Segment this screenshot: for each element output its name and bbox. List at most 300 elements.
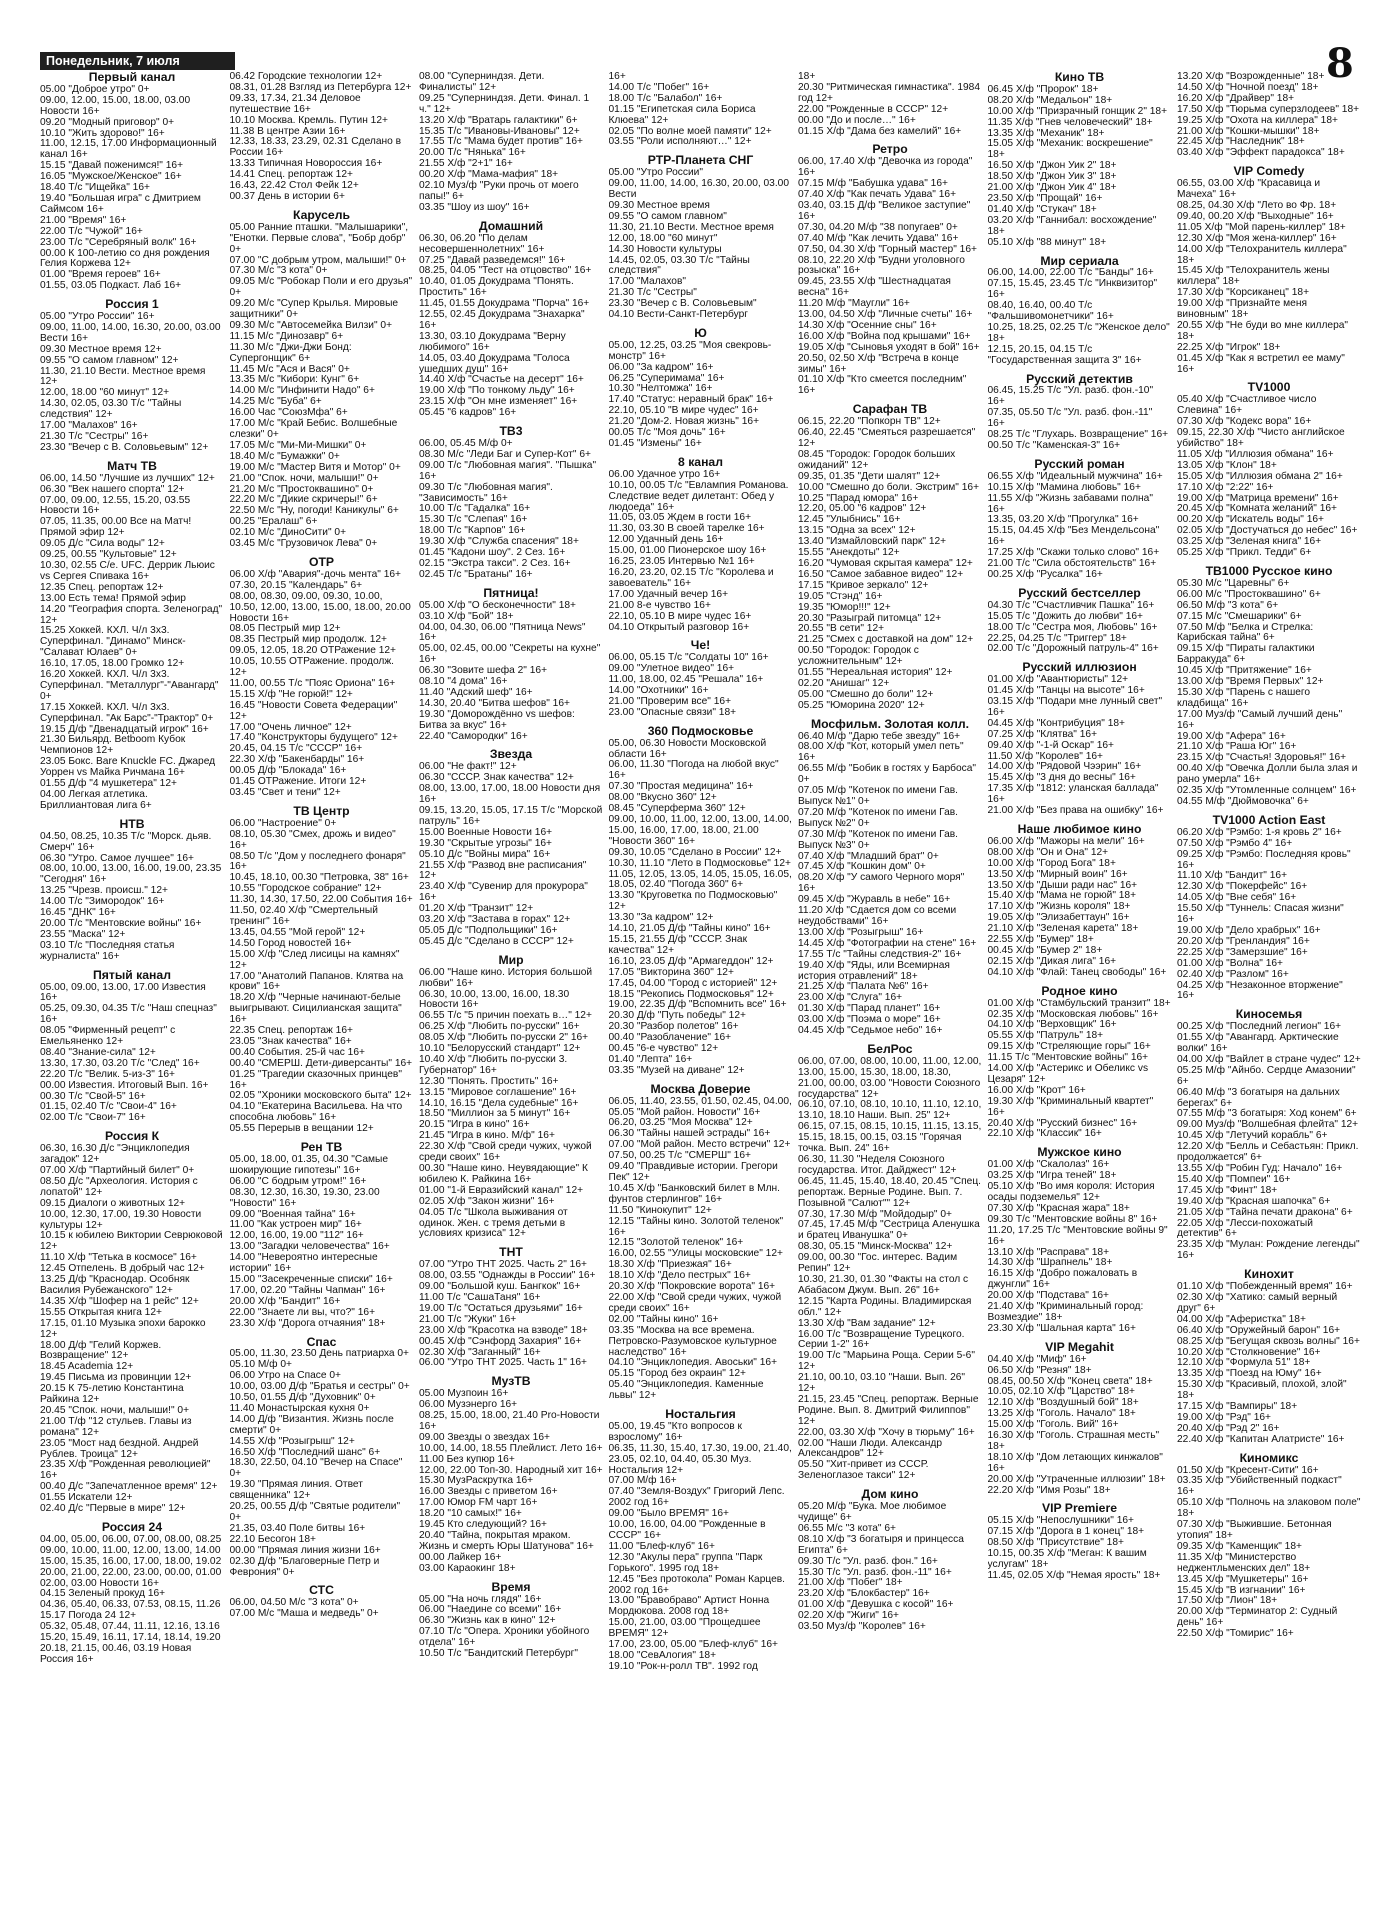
program-listing: 13.50 Х/ф "Мирный воин" 16+ <box>987 868 1128 880</box>
program-listing: 06.00 Х/ф "Мажоры на мели" 16+ <box>987 835 1145 847</box>
program-listing: 11.20 Х/ф "Сдается дом со всеми неудобствами" 16+ <box>798 905 957 927</box>
program-listing: 20.00 Х/ф "Подстава" 16+ <box>987 1290 1109 1302</box>
program-listing: 13.35, 03.20 Х/ф "Прогулка" 16+ <box>987 514 1139 526</box>
program-listing: 12.30 Х/ф "Покерфейс" 16+ <box>1177 881 1308 893</box>
channel-name: Русский бестселлер <box>1018 585 1141 600</box>
program-listing: 13.40 "Измайловский парк" 12+ <box>798 536 947 548</box>
program-listing: 17.50 Х/ф "Тюрьма суперзлодеев" 18+ <box>1177 103 1360 115</box>
program-listing: 11.20 М/ф "Маугли" 16+ <box>798 298 910 310</box>
program-listing: 14.55 Х/ф "Розыгрыш" 12+ <box>229 1435 355 1447</box>
program-listing: 04.50, 08.25, 10.35 Т/с "Морск. дьяв. Смерч" 16+ <box>40 830 212 853</box>
program-listing: 21.35, 03.40 Поле битвы 16+ <box>229 1522 366 1534</box>
program-listing: 08.25, 04.05 "Тест на отцовство" 16+ <box>419 265 592 277</box>
program-listing: 08.10 Х/ф "3 богатыря и принцесса Египта" 6+ <box>798 1533 964 1556</box>
program-listing: 21.10 Х/ф "Раша Юг" 16+ <box>1177 741 1297 753</box>
channel-name: Дом кино <box>861 1487 919 1502</box>
program-listing: 00.25 Х/ф "Последний легион" 16+ <box>1177 1021 1342 1033</box>
program-listing: 21.30 Т/с "Сестры" <box>608 287 697 299</box>
program-listing: 06.00, 14.50 "Лучшие из лучших" 12+ <box>40 472 215 484</box>
program-listing: 15.45 Х/ф "Телохранитель жены киллера" 18+ <box>1177 265 1330 288</box>
program-listing: 14.00 Т/с "Побег" 16+ <box>608 81 710 93</box>
program-listing: 01.25 "Трагедии сказочных принцев" 16+ <box>229 1068 402 1091</box>
program-listing: 08.10, 22.20 Х/ф "Будни уголовного розыска" 16+ <box>798 254 965 277</box>
program-listing: 22.20 Х/ф "Имя Розы" 18+ <box>987 1484 1111 1496</box>
program-listing: 06.55 М/ф "Бобик в гостях у Барбоса" 0+ <box>798 763 977 786</box>
program-listing: 04.10 Х/ф "Верховщик" 16+ <box>987 1019 1117 1031</box>
program-listing: 11.00 Т/с "СашаТаня" 16+ <box>419 1291 541 1303</box>
program-listing: 08.10 "4 дома" 16+ <box>419 676 508 688</box>
program-listing: 06.15, 07.15, 08.15, 10.15, 11.15, 13.15, 15.15, 18.15, 00.15, 03.15 "Горячая точка. Вып. 24" 16+ <box>798 1121 982 1155</box>
program-listing: 07.30 М/с "3 кота" 0+ <box>229 265 328 277</box>
program-listing: 10.55 "Городское собрание" 12+ <box>229 883 382 895</box>
program-listing: 10.05, 10.55 ОТРажение. продолж. 12+ <box>229 656 394 679</box>
program-listing: 03.10 Т/с "Последняя статья журналиста" 16+ <box>40 939 175 962</box>
program-listing: 20.15 "Игра в кино" 16+ <box>419 1119 530 1131</box>
program-listing: 17.35 Х/ф "1812: уланская баллада" 16+ <box>987 783 1159 806</box>
program-listing: 09.33, 17.34, 21.34 Деловое путешествие 16+ <box>229 92 361 115</box>
program-listing: 12.00 Удачный день 16+ <box>608 534 724 546</box>
program-listing: 04.10 Вести-Санкт-Петербург <box>608 309 749 321</box>
program-listing: 22.00 Х/ф "Свой среди чужих, чужой среди своих" 16+ <box>608 1291 782 1314</box>
program-listing: 02.20 Х/ф "Жиги" 16+ <box>798 1610 900 1622</box>
program-listing: 06.30, 06.20 "По делам несовершеннолетних" 16+ <box>419 232 545 255</box>
program-listing: 11.30, 03.30 В своей тарелке 16+ <box>608 523 765 535</box>
program-listing: 08.50 Х/ф "Присутствие" 18+ <box>987 1537 1124 1549</box>
program-listing: 00.40 События. 25-й час 16+ <box>229 1046 365 1058</box>
program-listing: 09.25 Х/ф "Рэмбо: Последняя кровь" 16+ <box>1177 848 1351 871</box>
program-listing: 07.30, 17.30 М/ф "Мойдодыр" 0+ <box>798 1208 952 1220</box>
program-listing: 10.40, 01.05 Докудрама "Понять. Простить" 16+ <box>419 276 574 299</box>
program-listing: 13.35 Х/ф "Поезд на Юму" 16+ <box>1177 1368 1322 1380</box>
program-listing: 06.30 "Утро. Самое лучшее" 16+ <box>40 852 194 864</box>
program-listing: 09.30 Местное время <box>608 199 710 211</box>
program-listing: 23.05 Бокс. Bare Knuckle FC. Джаред Уоррен vs Майка Ричмана 16+ <box>40 756 216 779</box>
program-listing: 17.05 М/с "Ми-Ми-Мишки" 0+ <box>229 439 367 451</box>
program-listing: 23.00 "Опасные связи" 18+ <box>608 706 737 718</box>
program-listing: 07.00 Х/ф "Партийный билет" 0+ <box>40 1165 195 1176</box>
program-listing: 09.20 "Модный приговор" 0+ <box>40 116 175 128</box>
program-listing: 11.40 "Адский шеф" 16+ <box>419 686 533 698</box>
program-listing: 19.05 Х/ф "Сыновья уходят в бой" 16+ <box>798 341 980 353</box>
program-listing: 11.38 В центре Азии 16+ <box>229 125 346 137</box>
program-listing: 09.25 "Суперниндзя. Дети. Финал. 1 ч." 12+ <box>419 92 590 115</box>
program-listing: 23.30 Х/ф "Шальная карта" 16+ <box>987 1322 1136 1334</box>
program-listing: 04.30 Т/с "Счастливчик Пашка" 16+ <box>987 599 1155 611</box>
program-listing: 03.20 Х/ф "Ганнибал: восхождение" 18+ <box>987 214 1157 237</box>
program-listing: 15.50 Х/ф "Туннель: Спасая жизни" 16+ <box>1177 903 1344 926</box>
program-listing: 21.00 "Время" 16+ <box>40 214 127 226</box>
program-listing: 10.30, 11.10 "Лето в Подмосковье" 12+ <box>608 857 791 869</box>
program-listing: 22.25 Х/ф "Игрок" 18+ <box>1177 341 1281 353</box>
channel-name: TV1000 Action East <box>1212 812 1326 827</box>
program-listing: 22.45 Х/ф "Наследник" 18+ <box>1177 136 1305 148</box>
program-listing: 20.55 Х/ф "Не буди во мне киллера" 18+ <box>1177 319 1349 342</box>
program-listing: 22.30 Х/ф "Бакенбарды" 16+ <box>229 754 365 766</box>
program-listing: 09.15, 13.20, 15.05, 17.15 Т/с "Морской патруль" 16+ <box>419 805 603 827</box>
program-listing: 12.15 "Тайны кино. Золотой теленок" 16+ <box>608 1215 784 1238</box>
program-listing: 05.10 Х/ф "88 минут" 18+ <box>987 236 1107 248</box>
program-listing: 07.00 "Утро ТНТ 2025. Часть 2" 16+ <box>419 1259 587 1271</box>
program-listing: 16.43, 22.42 Стол Фейк 12+ <box>229 180 359 192</box>
channel-name: Россия К <box>104 1129 160 1144</box>
program-listing: 20.50, 02.50 Х/ф "Встреча в конце зимы" 16+ <box>798 352 959 375</box>
channel-name: Русский роман <box>1034 456 1125 471</box>
program-listing: 07.45 Х/ф "Кошкин дом" 0+ <box>798 861 926 873</box>
program-listing: 18.10 Х/ф "Дело пестрых" 16+ <box>608 1270 751 1282</box>
program-listing: 05.00 "Утро России" 16+ <box>40 311 155 323</box>
program-listing: 22.00 Т/с "Чужой" 16+ <box>40 225 143 237</box>
program-listing: 00.25 "Ералаш" 6+ <box>229 516 318 528</box>
program-listing: 19.00 Х/ф "Рэд" 16+ <box>1177 1411 1271 1423</box>
program-listing: 10.50, 01.55 Д/ф "Духовник" 0+ <box>229 1392 376 1404</box>
program-listing: 07.15 М/ф "Бабушка удава" 16+ <box>798 178 948 190</box>
program-listing: 02.00 Т/с "Дорожный патруль-4" 16+ <box>987 643 1159 655</box>
program-listing: 14.10, 16.15 "Дела судебные" 16+ <box>419 1097 579 1109</box>
program-listing: 05.32, 05.48, 07.44, 11.11, 12.16, 13.16 15.20, 15.49, 16.11, 17.14, 18.14, 19.20 20.18, 21.15, 00.46, 03.19 Новая Россия 16+ <box>40 1621 221 1665</box>
program-listing: 08.40 "Знание-сила" 12+ <box>40 1046 156 1058</box>
program-listing: 06.15, 22.20 "Попкорн ТВ" 12+ <box>798 416 941 428</box>
program-listing: 09.45 Х/ф "Журавль в небе" 16+ <box>798 894 951 906</box>
program-listing: 22.50 М/с "Ну, погоди! Каникулы" 6+ <box>229 505 399 517</box>
program-listing: 16.30 Х/ф "Гоголь. Страшная месть" 18+ <box>987 1430 1160 1452</box>
program-listing: 09.00 "Улетное видео" 16+ <box>608 663 735 675</box>
tv-listings-columns <box>40 72 1360 1912</box>
program-listing: 01.00 Х/ф "Скалолаз" 16+ <box>987 1159 1110 1171</box>
program-listing: 08.30 М/с "Леди Баг и Супер-Кот" 6+ <box>419 448 591 460</box>
program-listing: 17.10 Х/ф "Жизнь короля" 18+ <box>987 901 1131 913</box>
program-listing: 15.30 Т/с "Слепая" 16+ <box>419 514 528 526</box>
program-listing: 01.45 ОТРажение. Итоги 12+ <box>229 776 367 788</box>
program-listing: 05.00, 09.00, 13.00, 17.00 Известия 16+ <box>40 981 206 1004</box>
program-listing: 06.25 "Суперимама" 16+ <box>608 372 725 384</box>
program-listing: 10.45, 18.10, 00.30 "Петровка, 38" 16+ <box>229 872 409 884</box>
program-listing: 20.55 "В сети" 12+ <box>798 623 885 635</box>
program-listing: 09.25, 00.55 "Культовые" 12+ <box>40 549 177 561</box>
program-listing: 07.30 Х/ф "Выжившие. Бетонная утопия" 18+ <box>1177 1519 1332 1541</box>
program-listing: 07.10 Т/с "Опера. Хроники убойного отдела" 16+ <box>419 1626 590 1649</box>
program-listing: 06.00 М/с "Простоквашино" 6+ <box>1177 588 1321 600</box>
program-listing: 14.10, 21.05 Д/ф "Тайны кино" 16+ <box>608 923 771 935</box>
program-listing: 04.10 Х/ф "Флай: Танец свободы" 16+ <box>987 966 1167 978</box>
program-listing: 13.00 Х/ф "Время Первых" 12+ <box>1177 676 1324 688</box>
program-listing: 02.35 Х/ф "Московская любовь" 16+ <box>987 1008 1159 1020</box>
program-listing: 06.42 Городские технологии 12+ <box>229 72 383 82</box>
channel-name: Наше любимое кино <box>1017 822 1142 836</box>
program-listing: 15.30 Х/ф "Красивый, плохой, злой" 18+ <box>1177 1379 1347 1402</box>
program-listing: 08.00, 03.55 "Однажды в России" 16+ <box>419 1270 596 1282</box>
program-listing: 07.25 "Давай разведемся!" 16+ <box>419 254 566 266</box>
program-listing: 14.00 "Охотники" 16+ <box>608 685 709 697</box>
program-listing: 03.35 "Музей на диване" 12+ <box>608 1064 745 1076</box>
program-listing: 11.55 Х/ф "Жизнь забавами полна" 16+ <box>987 492 1153 515</box>
program-listing: 22.30 Х/ф "Свой среди чужих, чужой среди своих" 16+ <box>419 1141 592 1164</box>
program-listing: 11.10 Х/ф "Тетька в космосе" 16+ <box>40 1252 197 1264</box>
program-listing: 21.15, 23.45 "Спец. репортаж. Верные Родине. Вып. 8. Дмитрий Филиппов" 12+ <box>798 1393 979 1427</box>
program-listing: 13.20 Х/ф "Возрожденные" 18+ <box>1177 72 1325 82</box>
program-listing: 19.10 "Рок-н-ролл ТВ". 1992 год <box>608 1660 758 1672</box>
program-listing: 10.40 Х/ф "Любить по-русски 3. Губернатор" 16+ <box>419 1053 568 1076</box>
listing-column <box>798 72 982 1912</box>
program-listing: 11.00, 00.55 Т/с "Пояс Ориона" 16+ <box>229 677 396 689</box>
program-listing: 08.20 Х/ф "У самого Черного моря" 16+ <box>798 872 965 895</box>
channel-name: Россия 24 <box>101 1520 163 1534</box>
program-listing: 00.00 Известия. Итоговый Вып. 16+ <box>40 1079 209 1091</box>
program-listing: 14.45, 02.05, 03.30 Т/с "Тайны следствия" <box>608 254 750 277</box>
program-listing: 07.50, 00.25 Т/с "СМЕРШ" 16+ <box>608 1150 751 1162</box>
program-listing: 00.40 "Разоблачение" 16+ <box>608 1032 732 1044</box>
channel-name: Матч ТВ <box>107 458 157 473</box>
program-listing: 20.30 Х/ф "Покровские ворота" 16+ <box>608 1281 776 1293</box>
channel-name: Русский иллюзион <box>1022 660 1137 675</box>
program-listing: 21.25 Х/ф "Палата №6" 16+ <box>798 981 929 993</box>
program-listing: 21.00 Х/ф "Кошки-мышки" 18+ <box>1177 125 1320 137</box>
program-listing: 05.20 М/ф "Бука. Мое любимое чудище" 6+ <box>798 1501 947 1523</box>
program-listing: 01.30 Х/ф "Парад планет" 16+ <box>798 1003 941 1015</box>
program-listing: 03.40 Х/ф "Эффект парадокса" 18+ <box>1177 147 1345 159</box>
program-listing: 18.40 Т/с "Ищейка" 16+ <box>40 182 150 194</box>
program-listing: 17.55 Т/с "Тайны следствия-2" 16+ <box>798 948 962 960</box>
program-listing: 14.50 Х/ф "Ночной поезд" 18+ <box>1177 81 1319 93</box>
program-listing: 09.40, 00.20 Х/ф "Выходные" 16+ <box>1177 210 1334 222</box>
program-listing: 18.00 Д/ф "Гелий Коржев. Возвращение" 12+ <box>40 1339 162 1362</box>
program-listing: 11.50, 02.40 Х/ф "Смертельный тренинг" 16+ <box>229 905 378 927</box>
program-listing: 19.00 Х/ф "Признайте меня виновным" 18+ <box>1177 298 1307 321</box>
program-listing: 16.20 Хоккей. КХЛ. Ч/л 3х3. Суперфинал. "Металлург"-"Авангард" 0+ <box>40 669 219 702</box>
program-listing: 06.30, 16.30 Д/с "Энциклопедия загадок" 12+ <box>40 1143 190 1166</box>
program-listing: 10.10 "Белорусский стандарт" 12+ <box>419 1043 581 1055</box>
program-listing: 00.00 Лайкер 16+ <box>419 1551 502 1563</box>
program-listing: 05.00 Ранние пташки. "Малышарики", "Енотки. Первые слова", "Бобр добр" 0+ <box>229 221 409 255</box>
listing-column <box>419 72 603 1912</box>
program-listing: 20.00 Т/с "Ментовские войны" 16+ <box>40 917 202 929</box>
program-listing: 23.30 "Вечер с В. Соловьевым" <box>608 298 757 310</box>
program-listing: 05.25 Х/ф "Прикл. Тедди" 6+ <box>1177 547 1312 559</box>
program-listing: 06.00 Утро на Спасе 0+ <box>229 1370 341 1382</box>
program-listing: 18.15 "Рекопись Подмосковья" 12+ <box>608 988 774 1000</box>
channel-name: Русский детектив <box>1026 371 1133 386</box>
program-listing: 21.00 Х/ф "Джон Уик 4" 18+ <box>987 182 1117 194</box>
program-listing: 03.25 Х/ф "Игра теней" 18+ <box>987 1170 1117 1182</box>
channel-name: РТР-Планета СНГ <box>647 153 754 168</box>
program-listing: 13.50 Х/ф "Дыши ради нас" 16+ <box>987 879 1138 891</box>
program-listing: 05.10 М/ф 0+ <box>229 1359 292 1371</box>
program-listing: 14.00 Х/ф "Рядовой Чээрин" 16+ <box>987 761 1142 773</box>
program-listing: 08.10, 05.30 "Смех, дрожь и видео" 16+ <box>229 828 396 851</box>
program-listing: 06.00, 07.00, 08.00, 10.00, 11.00, 12.00, 13.00, 15.00, 15.30, 18.00, 18.30, 21.00, 00.00, 03.00 "Новости Союзного государства" 12+ <box>798 1055 982 1100</box>
listing-column <box>230 72 414 1912</box>
channel-name: Звезда <box>489 747 533 762</box>
program-listing: 22.25 Х/ф "Замерзшие" 16+ <box>1177 946 1308 958</box>
program-listing: 02.05 "Хроники московского быта" 12+ <box>229 1090 412 1102</box>
program-listing: 13.00, 04.50 Х/ф "Личные счеты" 16+ <box>798 309 973 321</box>
program-listing: 19.00 М/с "Мастер Витя и Мотор" 0+ <box>229 461 401 473</box>
program-listing: 17.00 М/с "Край Бебис. Волшебные слезки" 0+ <box>229 418 398 440</box>
program-listing: 09.30 Т/с "Любовная магия". "Зависимость" 16+ <box>419 481 553 504</box>
program-listing: 16.10, 17.05, 18.00 Громко 12+ <box>40 658 185 670</box>
program-listing: 00.40 "СМЕРШ. Дети-диверсанты" 16+ <box>229 1057 413 1069</box>
program-listing: 05.45 "6 кадров" 16+ <box>419 407 517 419</box>
program-listing: 22.10 Х/ф "Классик" 16+ <box>987 1128 1102 1140</box>
program-listing: 17.00 Удачный вечер 16+ <box>608 588 729 600</box>
program-listing: 15.00 Военные Новости 16+ <box>419 826 553 838</box>
program-listing: 06.10, 07.10, 08.10, 10.10, 11.10, 12.10, 13.10, 18.10 Наши. Вып. 25" 12+ <box>798 1099 982 1122</box>
program-listing: 09.05 Д/с "Сила воды" 12+ <box>40 538 165 550</box>
program-listing: 08.05 Х/ф "Любить по-русски 2" 16+ <box>419 1032 589 1044</box>
date-header: Понедельник, 7 июля <box>40 52 235 70</box>
program-listing: 10.25, 18.25, 02.25 Т/с "Женское дело" 18+ <box>987 321 1170 344</box>
program-listing: 20.40 Х/ф "Рэд 2" 16+ <box>1177 1422 1280 1434</box>
program-listing: 11.20, 17.25 Т/с "Ментовские войны 9" 16+ <box>987 1224 1168 1247</box>
program-listing: 16.00 Т/с "Возвращение Турецкого. Серии 1-2" 16+ <box>798 1328 965 1351</box>
program-listing: 01.00 Х/ф "Стамбульский транзит" 18+ <box>987 997 1171 1009</box>
program-listing: 09.05 М/с "Робокар Поли и его друзья" 0+ <box>229 276 413 299</box>
channel-name: ТВ3 <box>499 424 523 439</box>
program-listing: 05.00 "Утро России" <box>608 167 703 179</box>
program-listing: 17.00, 02.20 "Тайны Чапман" 16+ <box>229 1284 386 1296</box>
program-listing: 10.00, 12.30, 17.00, 19.30 Новости культуры 12+ <box>40 1208 202 1231</box>
program-listing: 18.45 Academia 12+ <box>40 1361 134 1373</box>
program-listing: 06.30, 11.30 "Неделя Союзного государства. Итог. Дайджест" 12+ <box>798 1154 957 1176</box>
program-listing: 01.00 "1-й Евразийский канал" 12+ <box>419 1184 584 1196</box>
channel-name: VIP Comedy <box>1233 164 1305 179</box>
program-listing: 02.05 "По волне моей памяти" 12+ <box>608 125 772 137</box>
program-listing: 01.10 Х/ф "Кто смеется последним" 16+ <box>798 374 967 397</box>
program-listing: 09.30 Т/с "Ментовские войны 8" 16+ <box>987 1213 1158 1225</box>
program-listing: 06.00 "За кадром" 16+ <box>608 361 714 373</box>
program-listing: 05.25 "Юморина 2020" 12+ <box>798 699 925 711</box>
program-listing: 23.15 Х/ф "Он мне изменяет" 16+ <box>419 396 578 408</box>
program-listing: 07.30, 04.20 М/ф "38 попугаев" 0+ <box>798 221 958 233</box>
program-listing: 02.20 "Анишаг" 12+ <box>798 677 890 689</box>
program-listing: 06.30 "Жизнь как в кино" 12+ <box>419 1615 556 1627</box>
program-listing: 05.10 Х/ф "Полночь на злаковом поле" 18+ <box>1177 1497 1361 1520</box>
program-listing: 06.30 "Зовите шефа 2" 16+ <box>419 665 548 677</box>
program-listing: 21.10, 00.10, 03.10 "Наши. Вып. 26" 12+ <box>798 1372 966 1395</box>
program-listing: 19.00 Х/ф "Дело храбрых" 16+ <box>1177 924 1321 936</box>
program-listing: 19.35 "Юмор!!!" 12+ <box>798 601 891 613</box>
program-listing: 08.50 Т/с "Дом у последнего фонаря" 16+ <box>229 850 406 873</box>
program-listing: 16.50 Х/ф "Джон Уик 2" 18+ <box>987 160 1117 172</box>
program-listing: 07.55 М/ф "3 богатыря: Ход конем" 6+ <box>1177 1108 1357 1120</box>
program-listing: 06.20 Х/ф "Рэмбо: 1-я кровь 2" 16+ <box>1177 826 1342 838</box>
program-listing: 21.25 "Смех с доставкой на дом" 12+ <box>798 634 974 646</box>
program-listing: 15.00 "Засекреченные списки" 16+ <box>229 1273 393 1285</box>
program-listing: 00.00 "Прямая линия жизни 16+ <box>229 1544 381 1556</box>
program-listing: 11.50 Х/ф "Королев" 16+ <box>987 750 1103 762</box>
program-listing: 09.30, 10.05 "Сделано в России" 12+ <box>608 846 782 858</box>
program-listing: 17.10 Х/ф "2:22" 16+ <box>1177 481 1274 493</box>
program-listing: 12.10 Х/ф "Воздушный бой" 18+ <box>987 1397 1139 1409</box>
program-listing: 07.30 Х/ф "Красная жара" 18+ <box>987 1202 1130 1214</box>
program-listing: 17.00 Юмор FM чарт 16+ <box>419 1497 538 1509</box>
program-listing: 09.00 "Было ВРЕМЯ" 16+ <box>608 1508 729 1520</box>
program-listing: 22.10, 05.10 "В мире чудес" 16+ <box>608 405 759 417</box>
program-listing: 08.00, 10.00, 13.00, 16.00, 19.00, 23.35 "Сегодня" 16+ <box>40 863 222 886</box>
listing-column <box>988 72 1172 1912</box>
program-listing: 10.15, 00.35 Х/ф "Меган: К вашим услугам" 18+ <box>987 1548 1147 1570</box>
program-listing: 01.40 Х/ф "Стукач" 18+ <box>987 203 1097 215</box>
program-listing: 06.55 Т/с "5 причин поехать в…" 12+ <box>419 1010 592 1022</box>
program-listing: 02.30 Х/ф "Заганный" 16+ <box>419 1346 541 1358</box>
program-listing: 18.20 Х/ф "Черные начинают-белые выигрывают. Сицилианская защита" 16+ <box>229 992 402 1026</box>
program-listing: 20.30 "Ритмическая гимнастика". 1984 год 12+ <box>798 81 980 104</box>
program-listing: 01.55 Д/ф "4 мушкетера" 12+ <box>40 778 177 790</box>
program-listing: 07.00, 09.00, 12.55, 15.20, 03.55 Новости 16+ <box>40 494 191 517</box>
program-listing: 12.15, 20.15, 04.15 Т/с "Государственная защита 3" 16+ <box>987 343 1142 366</box>
program-listing: 13.45 Х/ф "Мушкетеры" 16+ <box>1177 1573 1309 1585</box>
program-listing: 03.45 М/с "Грузовичок Лева" 0+ <box>229 538 378 550</box>
program-listing: 17.15 Хоккей. КХЛ. Ч/л 3х3. Суперфинал. "Ак Барс"-"Трактор" 0+ <box>40 701 214 724</box>
program-listing: 01.55 Искатели 12+ <box>40 1492 133 1504</box>
program-listing: 02.10 М/с "ДиноСити" 0+ <box>229 527 347 539</box>
program-listing: 07.50 Х/ф "Рэмбо 4" 16+ <box>1177 837 1293 849</box>
program-listing: 06.45 Х/ф "Пророк" 18+ <box>987 83 1099 95</box>
program-listing: 13.00 Есть тема! Прямой эфир <box>40 592 186 604</box>
program-listing: 10.45 Х/ф "Притяжение" 16+ <box>1177 665 1312 677</box>
program-listing: 10.00 Т/с "Гадалка" 16+ <box>419 503 531 515</box>
program-listing: 15.25 Хоккей. КХЛ. Ч/л 3х3. Суперфинал. "Динамо" Минск-"Салават Юлаев" 0+ <box>40 625 186 659</box>
program-listing: 11.05, 12.05, 13.05, 14.05, 15.05, 16.05, 18.05, 02.40 "Погода 360" 6+ <box>608 868 792 891</box>
program-listing: 08.05 "Фирменный рецепт" с Емельяненко 12+ <box>40 1025 176 1048</box>
program-listing: 11.15 Т/с "Ментовские войны" 16+ <box>987 1052 1149 1064</box>
program-listing: 06.00 "Не факт!" 12+ <box>419 761 517 773</box>
program-listing: 15.45 Х/ф "В изгнании" 16+ <box>1177 1584 1306 1596</box>
program-listing: 02.40 Х/ф "Разлом" 16+ <box>1177 968 1289 980</box>
program-listing: 18.00 Т/с "Карпов" 16+ <box>419 525 526 537</box>
program-listing: 14.30 Х/ф "Шрапнель" 18+ <box>987 1257 1113 1269</box>
program-listing: 05.30 М/с "Царевны" 6+ <box>1177 577 1290 589</box>
channel-name: Первый канал <box>88 72 176 84</box>
program-listing: 08.25, 04.30 Х/ф "Лето во Фр. 18+ <box>1177 199 1337 211</box>
program-listing: 04.10 "Энциклопедия. Авоськи" 16+ <box>608 1357 778 1369</box>
program-listing: 06.00 Х/ф "Авария"-дочь мента" 16+ <box>229 568 401 580</box>
program-listing: 09.30 Местное время 12+ <box>40 343 162 355</box>
program-listing: 16.45 "ДНК" 16+ <box>40 907 116 919</box>
program-listing: 09.30 М/с "Автосемейка Вилзи" 0+ <box>229 319 393 331</box>
program-listing: 07.40 Х/ф "Младший брат" 0+ <box>798 850 939 862</box>
program-listing: 09.15 Х/ф "Пираты галактики Барракуда" 6+ <box>1177 643 1315 666</box>
program-listing: 21.00 "Проверим все" 16+ <box>608 695 732 707</box>
program-listing: 23.20 Х/ф "Блокбастер" 16+ <box>798 1588 930 1600</box>
program-listing: 06.50 Х/ф "Резня" 18+ <box>987 1364 1092 1376</box>
program-listing: 05.00 "На ночь глядя" 16+ <box>419 1593 542 1605</box>
program-listing: 13.10 Х/ф "Расправа" 18+ <box>987 1246 1110 1258</box>
channel-name: СТС <box>309 1583 334 1598</box>
program-listing: 09.20 М/с "Супер Крылья. Мировые защитники" 0+ <box>229 298 399 321</box>
program-listing: 08.45, 00.50 Х/ф "Конец света" 18+ <box>987 1375 1153 1387</box>
program-listing: 21.30 Бильярд. Betboom Кубок Чемпионов 12+ <box>40 734 186 757</box>
program-listing: 02.30 Д/ф "Благоверные Петр и Феврония" 0+ <box>229 1555 380 1578</box>
program-listing: 13.00 "Загадки человечества" 16+ <box>229 1241 390 1253</box>
program-listing: 09.40 Х/ф "-1-й Оскар" 16+ <box>987 739 1115 751</box>
program-listing: 11.35 Х/ф "Гнев человеческий" 18+ <box>987 116 1153 128</box>
program-listing: 14.00 Х/ф "Астерикс и Обеликс vs Цезаря" 12+ <box>987 1063 1149 1085</box>
program-listing: 06.35, 11.30, 15.40, 17.30, 19.00, 21.40, 23.05, 02.10, 04.40, 05.30 Муз. Ностальгия 12+ <box>608 1442 792 1476</box>
program-listing: 06.30 "Тайны нашей эстрады" 16+ <box>608 1128 771 1140</box>
program-listing: 14.40 Х/ф "Счастье на десерт" 16+ <box>419 374 584 386</box>
program-listing: 05.45 Д/с "Сделано в СССР" 12+ <box>419 935 574 947</box>
program-listing: 07.30, 20.15 "Календарь" 6+ <box>229 579 363 591</box>
program-listing: 06.30 "Век нашего спорта" 12+ <box>40 483 185 495</box>
program-listing: 21.40 Х/ф "Криминальный город: Возмездие" 18+ <box>987 1301 1144 1323</box>
program-listing: 17.45, 04.00 "Город с историей" 12+ <box>608 977 778 989</box>
program-listing: 12.00, 18.00 "60 минут" <box>608 232 718 244</box>
program-listing: 15.40 Х/ф "Помпеи" 16+ <box>1177 1173 1291 1185</box>
program-listing: 13.35 М/с "Кибори: Кунг" 6+ <box>229 374 360 386</box>
program-listing: 13.00 "Бравобраво" Артист Нонна Мордюкова. 2008 год 18+ <box>608 1595 770 1618</box>
program-listing: 03.00 Караокинг 18+ <box>419 1562 516 1574</box>
program-listing: 20.45, 04.15 Т/с "СССР" 16+ <box>229 743 363 755</box>
